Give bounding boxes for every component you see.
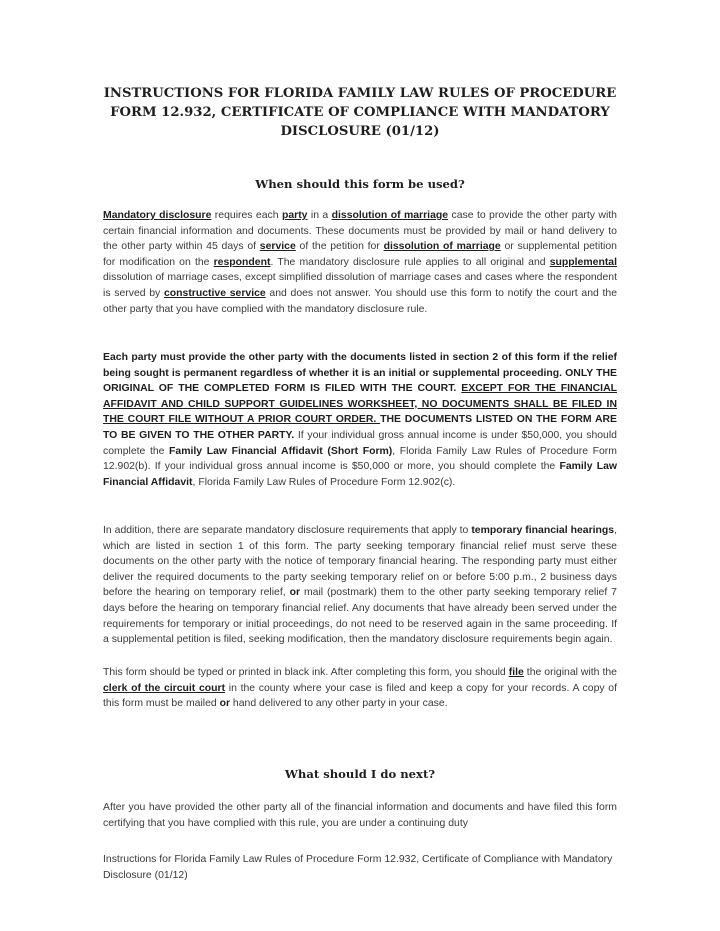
text-run: in the county where your case is filed and keep a copy for your records. A copy of this form must be mailed [103,682,617,710]
bold-text: Family Law Financial Affidavit [103,461,618,488]
page-footer: Instructions for Florida Family Law Rules of Procedure Form 12.932, Certificate of Compliance with Mandatory Disclosure (01/12) [103,854,613,881]
defined-term: file [508,667,524,678]
paragraph-mandatory-disclosure [103,208,617,317]
bold-text: or [289,587,301,599]
text-run: hand delivered to any other party in your case. [230,698,448,710]
defined-term: respondent [213,256,271,268]
defined-term: party [281,210,308,221]
text-run: case to provide the other party with certain financial information and documents. These documents must be provided by mail or hand delivery to the other party within 45 days of [103,210,617,253]
text-run: or supplemental petition for modification on the [103,241,617,268]
text-run: After you have provided the other party all of the financial information and documents and have filed this form certifying that you have complied with this rule, you are under a continuing duty [103,802,617,829]
text-run: , which are listed in section 1 of this form. The party seeking temporary financial relief must serve these documents on the other party with the notice of temporary financial hearing. The responding party must either deliver the required documents to the party seeking temporary relief on or before 5:00 p.m., 2 business days before the hearing on temporary relief, [103,525,617,599]
paragraph-each-party [103,350,617,490]
text-run: and does not answer. You should use this form to notify the court and the other party that you have complied with the mandatory disclosure rule. [103,287,618,315]
text-run: in a [307,210,332,221]
text-run: . The mandatory disclosure rule applies to all original and [270,256,550,268]
defined-term: clerk of the circuit court [103,682,226,694]
bold-text: or [219,698,231,710]
bold-text: THE DOCUMENTS LISTED ON THE FORM ARE TO BE GIVEN TO THE OTHER PARTY. [103,414,617,441]
document-title: INSTRUCTIONS FOR FLORIDA FAMILY LAW RULES OF PROCEDURE FORM 12.932, CERTIFICATE OF COMPLIANCE WITH MANDATORY DISCLOSURE (01/12) [103,86,617,139]
bold-text: Each party must provide the other party with the documents listed in section 2 of this form if the relief being sought is permanent regardless of whether it is an initial or supplemental proceeding. ONLY THE ORIGINAL OF THE COMPLETED FORM IS FILED WITH THE COURT. [103,352,617,395]
text-run: If your individual gross annual income is under $50,000, you should complete the [103,429,617,457]
text-run: mail (postmark) them to the other party seeking temporary relief 7 days before the hearing on temporary financial relief. Any documents that have already been served under the requirements for temporary or initial proceedings, do not need to be reserved again in the same proceeding. If a supplemental petition is filed, seeking modification, then the mandatory disclosure requirements begin again. [103,587,617,646]
paragraph-continuing-duty [103,800,617,831]
text-run: , Florida Family Law Rules of Procedure Form 12.902(b). If your individual gross annual income is $50,000 or more, you should complete the [103,445,617,473]
defined-term: supplemental [549,256,617,268]
bold-text: Family Law Financial Affidavit (Short Form) [169,445,393,457]
text-run: In addition, there are separate mandatory disclosure requirements that apply to [103,525,472,536]
paragraph-filing-instructions [103,665,617,712]
defined-term: service [259,241,296,253]
defined-term: dissolution of marriage [383,241,501,253]
text-run: , Florida Family Law Rules of Procedure Form 12.902(c). [192,476,456,488]
text-run: requires each [211,210,282,221]
bold-text: temporary financial hearings [471,525,615,536]
paragraph-temporary-hearings [103,523,617,648]
defined-term: dissolution of marriage [331,210,449,221]
text-run: dissolution of marriage cases, except simplified dissolution of marriage cases and cases where the respondent is served by [103,272,617,299]
defined-term: EXCEPT FOR THE FINANCIAL AFFIDAVIT AND CHILD SUPPORT GUIDELINES WORKSHEET, NO DOCUMENTS SHALL BE FILED IN THE COURT FILE WITHOUT A PRIOR COURT ORDER. [103,383,617,426]
section-heading-when-used: When should this form be used? [255,177,465,191]
section-heading-next-steps: What should I do next? [284,767,436,781]
defined-term: constructive service [163,287,266,299]
text-run: This form should be typed or printed in black ink. After completing this form, you should [103,667,509,678]
defined-term: Mandatory disclosure [103,210,212,221]
text-run: of the petition for [295,241,384,253]
text-run: the original with the [523,667,617,678]
